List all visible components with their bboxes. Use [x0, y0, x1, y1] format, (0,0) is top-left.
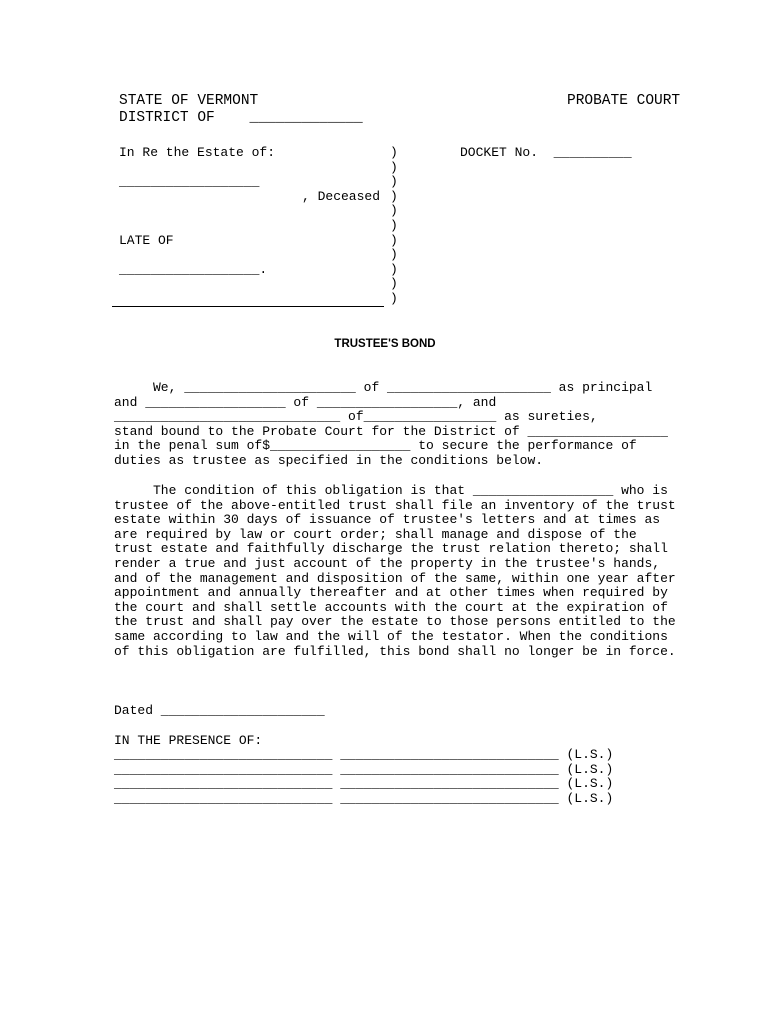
signature-line: ____________________________ ____________________________ (L.S.) [114, 776, 614, 792]
signature-line: ____________________________ ____________________________ (L.S.) [114, 761, 614, 777]
docket-number: DOCKET No. __________ [460, 145, 632, 160]
late-of-label: LATE OF [119, 233, 174, 248]
bond-line: We, ______________________ of _____________________ as principal [114, 380, 653, 395]
condition-line: estate within 30 days of issuance of trustee's letters and at times as [114, 512, 661, 528]
bond-line: _____________________________ of_________________ as sureties, [114, 409, 598, 425]
condition-line: of this obligation are fulfilled, this bond shall no longer be in force. [114, 643, 676, 659]
caption-underline [112, 306, 384, 307]
condition-line: trust estate and faithfully discharge the trust relation thereto; shall [114, 541, 668, 557]
bond-line: in the penal sum of$__________________ to secure the performance of [114, 438, 637, 454]
condition-line: the trust and shall pay over the estate to those persons entitled to the [114, 614, 676, 630]
estate-name-blank: __________________ [119, 174, 260, 189]
document-title: TRUSTEE'S BOND [334, 338, 436, 350]
bond-line: duties as trustee as specified in the conditions below. [114, 453, 544, 468]
district-line: DISTRICT OF _____________ [119, 110, 363, 126]
signature-line: ____________________________ ____________________________ (L.S.) [114, 747, 614, 762]
presence-label: IN THE PRESENCE OF: [114, 733, 263, 748]
caption-brackets: ) ) ) ) ) ) ) ) ) ) ) [390, 145, 398, 306]
bond-line: stand bound to the Probate Court for the District of __________________ [114, 423, 668, 439]
bond-line: and __________________ of __________________, and [114, 394, 497, 410]
late-of-blank: __________________. [119, 262, 268, 277]
condition-line: same according to law and the will of the testator. When the conditions [114, 629, 668, 644]
in-re-label: In Re the Estate of: [119, 145, 276, 160]
deceased-label: , Deceased [302, 189, 381, 204]
condition-line: trustee of the above-entitled trust shall file an inventory of the trust [114, 497, 676, 513]
court-name: PROBATE COURT [567, 93, 681, 109]
condition-line: render a true and just account of the property in the trustee's hands, [114, 556, 661, 571]
state-name: STATE OF VERMONT [119, 93, 259, 109]
dated-line: Dated _____________________ [114, 703, 325, 718]
condition-line: appointment and annually thereafter and at other times when required by [114, 585, 668, 601]
condition-line: and of the management and disposition of the same, within one year after [114, 570, 676, 586]
condition-line: are required by law or court order; shall manage and dispose of the [114, 526, 637, 542]
signature-line: ____________________________ ____________________________ (L.S.) [114, 790, 614, 806]
condition-line: the court and shall settle accounts with the court at the expiration of [114, 599, 668, 615]
condition-line: The condition of this obligation is that __________________ who is [114, 483, 668, 498]
